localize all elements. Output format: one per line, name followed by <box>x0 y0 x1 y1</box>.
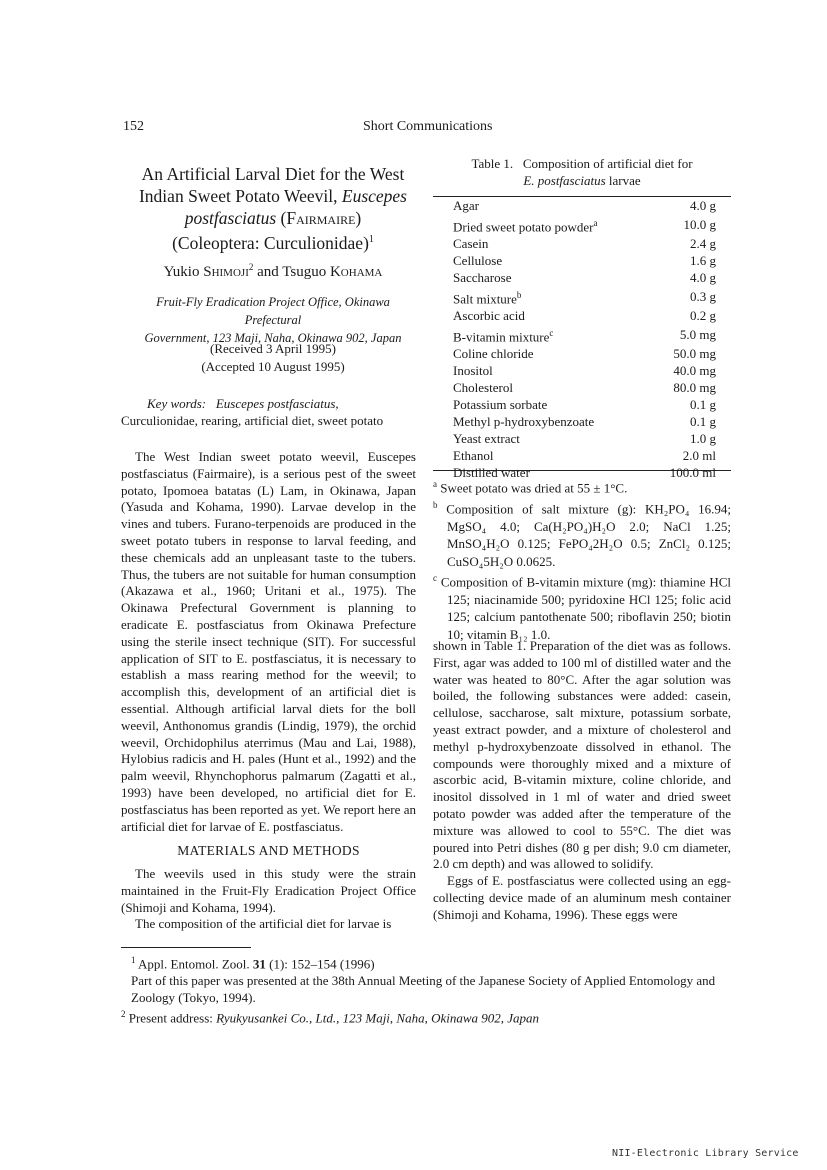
table-row <box>453 346 716 363</box>
preparation-paragraph: shown in Table 1. Preparation of the diet was as follows. First, agar was added to 100 ml of distilled water and the water was heated to 80°C. After the agar solution was boiled, the following substances were added: casein, cellulose, saccharose, salt mixture, potassium sorbate, yeast extract powder, and a mixture of cholesterol and methyl p-hydroxybenzoate dissolved in ethanol. The compounds were thoroughly mixed and a mixture of ascorbic acid, B-vitamin mixture, coline chloride, and inositol dissolved in 1 ml of water and dried sweet potato powder was added after the temperature of the mixture was allowed to cool to 55°C. The diet was poured into Petri dishes (80 g per dish; 9.0 cm diameter, 2.0 cm depth) and was allowed to solidify. <box>433 638 731 872</box>
table-footnote-b-text: Composition of salt mixture (g): KH₂PO₄ 16.94; MgSO₄ 4.0; Ca(H₂PO₄)H₂O 2.0; NaCl 1.25; MnSO₄H₂O 0.125; FePO₄2H₂O 0.5; ZnCl₂ 0.125; CuSO₄5H₂O 0.0625. <box>446 501 731 569</box>
author2-last: Kohama <box>329 264 383 280</box>
table-body <box>453 198 716 481</box>
table-row <box>453 431 716 448</box>
author-line <box>128 262 418 281</box>
author1-last: Shimoji <box>203 264 249 280</box>
ingredient-label: Cellulose <box>453 253 503 269</box>
ingredient-label: Ethanol <box>453 447 494 463</box>
dates <box>128 340 418 376</box>
table-row <box>453 198 716 215</box>
ingredient-footnote-mark: a <box>593 217 598 228</box>
article-title <box>128 163 418 254</box>
title-line-4 <box>128 229 418 254</box>
ingredient-name <box>453 346 652 363</box>
ingredient-amount: 1.6 g <box>690 253 716 269</box>
ingredient-label: Yeast extract <box>453 430 520 446</box>
received-date: (Received 3 April 1995) <box>210 341 336 356</box>
intro-text <box>121 449 416 835</box>
title-epithet: postfasciatus <box>184 208 277 228</box>
ingredient-name <box>453 325 652 346</box>
title-authority: (Fairmaire) <box>280 208 362 228</box>
present-address-label: Present address: <box>128 1010 213 1026</box>
table-row <box>453 215 716 236</box>
present-address: Ryukyusankei Co., Ltd., 123 Maji, Naha, Okinawa 902, Japan <box>216 1010 540 1026</box>
table-row <box>453 448 716 465</box>
page-footnote-1-note: Part of this paper was presented at the 38th Annual Meeting of the Japanese Society of Applied Entomology and Zoology (Tokyo, 1994). <box>131 973 716 1006</box>
page-footnote-1 <box>121 952 733 972</box>
ingredient-amount: 2.0 ml <box>682 447 716 463</box>
affiliation <box>128 293 418 347</box>
ingredient-name <box>453 397 652 414</box>
page-footnote-2-mark: 2 <box>121 1009 126 1020</box>
ingredient-name <box>453 363 652 380</box>
ingredient-label: Salt mixture <box>453 291 517 307</box>
title-line-2 <box>128 185 418 207</box>
table-footnotes <box>433 476 731 643</box>
ingredient-name <box>453 236 652 253</box>
table-row <box>453 270 716 287</box>
table-row <box>453 253 716 270</box>
ingredient-label: Agar <box>453 198 479 213</box>
ingredient-amount: 80.0 mg <box>673 380 716 396</box>
keywords <box>121 395 416 429</box>
ingredient-amount: 0.1 g <box>690 413 716 429</box>
ingredient-footnote-mark: c <box>549 328 554 338</box>
journal-name: Appl. Entomol. Zool. <box>138 956 250 972</box>
ingredient-amount: 50.0 mg <box>673 346 716 362</box>
table-caption-line-1 <box>433 155 731 172</box>
ingredient-label: Cholesterol <box>453 380 513 396</box>
ingredient-amount: 1.0 g <box>690 430 716 446</box>
table-bottom-rule <box>433 470 731 471</box>
author2-first: Tsuguo <box>282 264 327 280</box>
ingredient-amount: 40.0 mg <box>673 363 716 379</box>
ingredient-amount: 0.2 g <box>690 308 716 324</box>
table-footnote-a-text: Sweet potato was dried at 55 ± 1°C. <box>440 480 628 496</box>
ingredient-label: Inositol <box>453 363 493 379</box>
section-heading: MATERIALS AND METHODS <box>177 843 360 858</box>
table-row <box>453 287 716 308</box>
ingredient-label: Coline chloride <box>453 346 534 362</box>
table-caption-species: E. postfasciatus <box>523 173 606 188</box>
title-line-4-text: (Coleoptera: Curculionidae) <box>172 232 369 253</box>
page-footnote-1-mark: 1 <box>131 955 136 965</box>
ingredient-label: Ascorbic acid <box>453 308 525 324</box>
table-caption-line-2 <box>433 172 731 189</box>
ingredient-name <box>453 308 652 325</box>
table-caption-text: Composition of artificial diet for <box>522 156 693 171</box>
right-column-text <box>433 638 731 924</box>
ingredient-amount: 0.1 g <box>690 396 716 412</box>
journal-volume: 31 <box>252 956 266 972</box>
author-and: and <box>257 264 279 280</box>
table-row <box>453 380 716 397</box>
title-genus: Euscepes <box>341 186 407 206</box>
ingredient-name <box>453 431 652 448</box>
methods-paragraph-1: The weevils used in this study were the strain maintained in the Fruit-Fly Eradication Project Office (Shimoji and Kohama, 1994). <box>121 866 416 915</box>
ingredient-label: Dried sweet potato powder <box>453 219 594 235</box>
composition-table <box>453 198 716 481</box>
affiliation-line-2: Government, 123 Maji, Naha, Okinawa 902, Japan <box>144 331 402 345</box>
footnote-rule <box>121 947 251 948</box>
ingredient-name <box>453 198 652 215</box>
title-line-3 <box>128 207 418 229</box>
nii-service-mark: NII-Electronic Library Service <box>612 1148 799 1159</box>
ingredient-name <box>453 215 652 236</box>
methods-text <box>121 866 416 933</box>
table-footnote-b: $^b$ Composition of salt mixture (g): KH₂PO₄ 16.94; MgSO₄ 4.0; Ca(H₂PO₄)H₂O 2.0; NaCl 1.25; MnSO₄H₂O 0.125; FePO₄2H₂O 0.5; ZnCl₂ 0.125; CuSO₄5H₂O 0.0625. <box>433 499 731 569</box>
table-top-rule <box>433 196 731 197</box>
table-label: Table 1. <box>471 156 514 171</box>
ingredient-amount: 100.0 ml <box>669 464 716 480</box>
ingredient-label: Methyl p-hydroxybenzoate <box>453 413 595 429</box>
page-number: 152 <box>123 119 144 134</box>
ingredient-label: Potassium sorbate <box>453 396 548 412</box>
table-row <box>453 397 716 414</box>
keywords-label: Key words: <box>147 396 207 411</box>
page-footnote-2 <box>121 1006 733 1026</box>
table-footnote-a: $^a$ Sweet potato was dried at 55 ± 1°C. <box>433 479 628 496</box>
keywords-species: Euscepes postfasciatus, <box>215 396 339 411</box>
table-footnote-c: $^c$ Composition of B-vitamin mixture (mg): thiamine HCl 125; niacinamide 500; pyridoxine HCl 125; folic acid 125; calcium pantothenate 500; riboflavin 250; biotin 10; vitamin B₁₂ 1.0. <box>433 573 731 642</box>
ingredient-amount: 10.0 g <box>683 217 716 233</box>
ingredient-label: Saccharose <box>453 269 512 285</box>
running-head: Short Communications <box>363 119 493 134</box>
table-caption-end: larvae <box>608 173 641 188</box>
page-footnotes <box>121 952 733 1027</box>
ingredient-name <box>453 414 652 431</box>
table-footnote-c-text: Composition of B-vitamin mixture (mg): thiamine HCl 125; niacinamide 500; pyridoxine HCl 125; folic acid 125; calcium pantothenate 500; riboflavin 250; biotin 10; vitamin B₁₂ 1.0. <box>440 574 731 642</box>
title-line-2-text: Indian Sweet Potato Weevil, <box>138 186 338 206</box>
ingredient-amount: 4.0 g <box>690 198 716 213</box>
ingredient-amount: 5.0 mg <box>679 327 716 343</box>
eggs-paragraph: Eggs of E. postfasciatus were collected using an egg-collecting device made of an aluminum mesh container (Shimoji and Kohama, 1996). These eggs were <box>433 873 731 922</box>
table-caption <box>433 155 731 189</box>
ingredient-name <box>453 270 652 287</box>
table-row <box>453 414 716 431</box>
table-row <box>453 363 716 380</box>
ingredient-name <box>453 448 652 465</box>
ingredient-footnote-mark: b <box>516 289 522 300</box>
title-footnote-mark: 1 <box>368 234 374 245</box>
ingredient-amount: 4.0 g <box>690 269 716 285</box>
journal-pages: (1): 152–154 (1996) <box>269 956 375 972</box>
affiliation-line-1: Fruit-Fly Eradication Project Office, Okinawa Prefectural <box>156 295 390 327</box>
ingredient-name <box>453 287 652 308</box>
accepted-date: (Accepted 10 August 1995) <box>201 359 345 374</box>
methods-paragraph-2: The composition of the artificial diet for larvae is <box>135 916 392 932</box>
table-row <box>453 236 716 253</box>
ingredient-name <box>453 253 652 270</box>
ingredient-label: B-vitamin mixture <box>453 329 550 345</box>
ingredient-name <box>453 380 652 397</box>
ingredient-label: Casein <box>453 236 489 252</box>
table-row <box>453 308 716 325</box>
intro-paragraph: The West Indian sweet potato weevil, Euscepes postfasciatus (Fairmaire), is a serious pest of the sweet potato, Ipomoea batatas (L) Lam, in Okinawa, Japan (Yasuda and Kohama, 1990). Larvae develop in the vines and tubers. Furano-terpenoids are produced in the sweet potato tubers in response to larval feeding, and these chemicals add an unpleasant taste to the tubers. Thus, the tubers are not suitable for human consumption (Akazawa et al., 1960; Uritani et al., 1975). The Okinawa Prefectural Government is planning to eradicate E. postfasciatus from Okinawa Prefecture using the sterile insect technique (SIT). For successful application of SIT to E. postfasciatus, it is necessary to establish a mass rearing method for the weevil; to accomplish this, development of an artificial diet is essential. Although artificial larval diets for the boll weevil, Anthonomus grandis (Lindig, 1979), the orchid weevil, Orchidophilus aterrimus (Mau and Lai, 1988), Hylobius radicis and H. pales (Hunt et al., 1992) and the palm weevil, Rhynchophorus palmarum (Zagatti et al., 1993) have been developed, no artificial diet for E. postfasciatus has been reported as yet. We report here an artificial diet for larvae of E. postfasciatus. <box>121 449 416 834</box>
title-line-1: An Artificial Larval Diet for the West <box>141 164 405 184</box>
ingredient-amount: 0.3 g <box>690 289 716 305</box>
ingredient-amount: 2.4 g <box>690 236 716 252</box>
keywords-rest: Curculionidae, rearing, artificial diet, sweet potato <box>121 413 384 428</box>
author1-mark: 2 <box>248 262 254 272</box>
author1-first: Yukio <box>163 264 200 280</box>
table-row <box>453 325 716 346</box>
ingredient-label: Distilled water <box>453 464 530 480</box>
